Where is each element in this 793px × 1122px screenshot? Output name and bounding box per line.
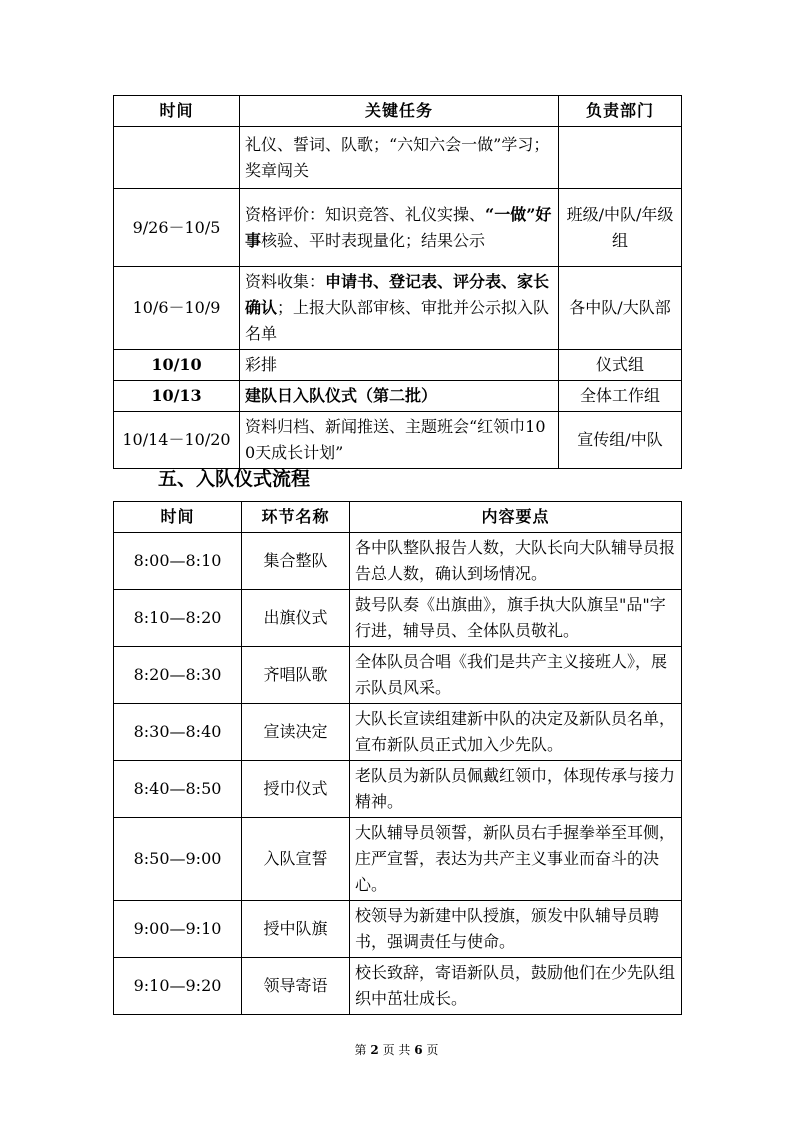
task-text: 资料归档、新闻推送、主题班会“红领巾100天成长计划” (245, 417, 546, 462)
flow-row (114, 761, 682, 818)
page-footer (0, 1042, 793, 1058)
footer-suffix: 页 (426, 1043, 439, 1057)
flow-time: 9:10—9:20 (114, 958, 242, 1015)
flow-content: 大队长宣读组建新中队的决定及新队员名单，宣布新队员正式加入少先队。 (350, 704, 682, 761)
flow-time: 8:10—8:20 (114, 590, 242, 647)
flow-row (114, 901, 682, 958)
schedule-header-row (114, 96, 682, 127)
flow-header-row (114, 502, 682, 533)
flow-step-name: 授巾仪式 (242, 761, 350, 818)
schedule-row (114, 412, 682, 469)
header-dept: 负责部门 (559, 96, 682, 127)
schedule-task (240, 127, 559, 189)
flow-time: 8:40—8:50 (114, 761, 242, 818)
schedule-dept: 宣传组/中队 (559, 412, 682, 469)
header-time: 时间 (114, 502, 242, 533)
header-time: 时间 (114, 96, 240, 127)
task-text: 申请书、登记表、评分表、家长确认 (245, 272, 550, 317)
flow-step-name: 宣读决定 (242, 704, 350, 761)
header-content: 内容要点 (350, 502, 682, 533)
flow-time: 8:30—8:40 (114, 704, 242, 761)
schedule-time: 10/10 (114, 350, 240, 381)
flow-row (114, 818, 682, 901)
schedule-row (114, 350, 682, 381)
flow-time: 9:00—9:10 (114, 901, 242, 958)
schedule-dept: 各中队/大队部 (559, 267, 682, 350)
task-text: “一做”好事 (245, 204, 552, 250)
flow-content: 大队辅导员领誓，新队员右手握拳举至耳侧，庄严宣誓，表达为共产主义事业而奋斗的决心。 (350, 818, 682, 901)
schedule-task (240, 412, 559, 469)
flow-content: 老队员为新队员佩戴红领巾，体现传承与接力精神。 (350, 761, 682, 818)
task-text: 资料收集： (245, 272, 326, 291)
flow-content: 校长致辞，寄语新队员，鼓励他们在少先队组织中茁壮成长。 (350, 958, 682, 1015)
schedule-time (114, 127, 240, 189)
flow-step-name: 入队宣誓 (242, 818, 350, 901)
total-page-number: 6 (414, 1043, 423, 1057)
ceremony-flow-table (113, 501, 682, 1015)
schedule-dept: 班级/中队/年级组 (559, 189, 682, 267)
footer-middle: 页 共 (382, 1043, 411, 1057)
flow-time: 8:50—9:00 (114, 818, 242, 901)
flow-row (114, 704, 682, 761)
schedule-row (114, 381, 682, 412)
section-title: 五、入队仪式流程 (158, 468, 311, 490)
flow-row (114, 533, 682, 590)
task-text: 资格评价：知识竞答、礼仪实操、 (245, 204, 486, 224)
schedule-row (114, 267, 682, 350)
flow-row (114, 647, 682, 704)
schedule-time: 9/26－10/5 (114, 189, 240, 267)
flow-step-name: 出旗仪式 (242, 590, 350, 647)
flow-step-name: 授中队旗 (242, 901, 350, 958)
schedule-time: 10/13 (114, 381, 240, 412)
footer-prefix: 第 (354, 1043, 367, 1057)
task-text: 核验、平时表现量化；结果公示 (261, 230, 486, 250)
schedule-table (113, 95, 682, 469)
schedule-time: 10/6－10/9 (114, 267, 240, 350)
schedule-dept: 仪式组 (559, 350, 682, 381)
task-text: ；上报大队部审核、审批并公示拟入队名单 (245, 298, 550, 343)
flow-step-name: 集合整队 (242, 533, 350, 590)
schedule-row (114, 127, 682, 189)
schedule-dept: 全体工作组 (559, 381, 682, 412)
task-text: 建队日入队仪式（第二批） (245, 386, 438, 405)
schedule-task (240, 350, 559, 381)
flow-step-name: 齐唱队歌 (242, 647, 350, 704)
header-step-name: 环节名称 (242, 502, 350, 533)
flow-time: 8:00—8:10 (114, 533, 242, 590)
task-text: 彩排 (245, 355, 278, 374)
flow-row (114, 590, 682, 647)
schedule-task (240, 189, 559, 267)
task-text: 礼仪、誓词、队歌；“六知六会一做”学习；奖章闯关 (245, 134, 550, 180)
flow-content: 鼓号队奏《出旗曲》，旗手执大队旗呈"品"字行进，辅导员、全体队员敬礼。 (350, 590, 682, 647)
schedule-task (240, 267, 559, 350)
flow-time: 8:20—8:30 (114, 647, 242, 704)
flow-step-name: 领导寄语 (242, 958, 350, 1015)
flow-row (114, 958, 682, 1015)
schedule-dept (559, 127, 682, 189)
flow-content: 全体队员合唱《我们是共产主义接班人》，展示队员风采。 (350, 647, 682, 704)
flow-content: 各中队整队报告人数，大队长向大队辅导员报告总人数，确认到场情况。 (350, 533, 682, 590)
schedule-row (114, 189, 682, 267)
schedule-time: 10/14－10/20 (114, 412, 240, 469)
flow-content: 校领导为新建中队授旗，颁发中队辅导员聘书，强调责任与使命。 (350, 901, 682, 958)
current-page-number: 2 (370, 1043, 379, 1057)
schedule-task (240, 381, 559, 412)
header-task: 关键任务 (240, 96, 559, 127)
